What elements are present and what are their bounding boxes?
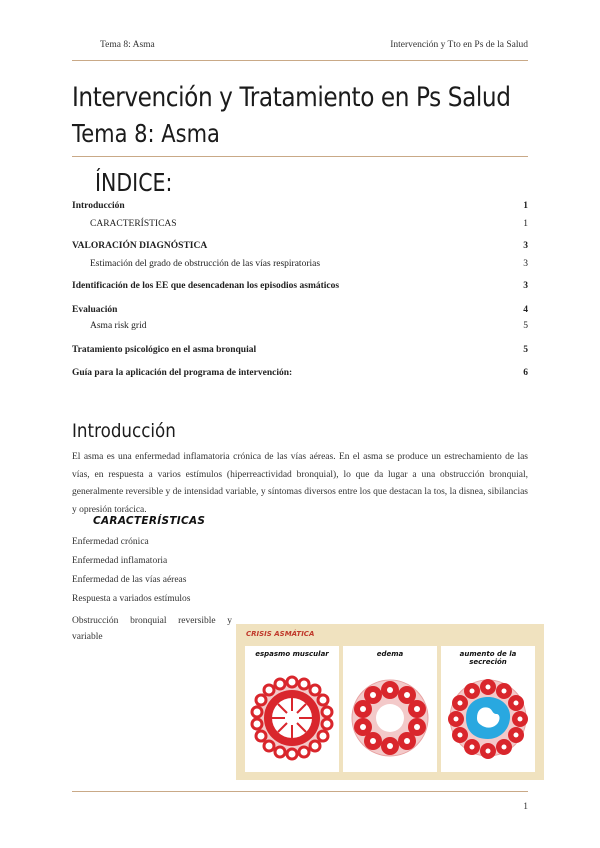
- toc-entry-label: VALORACIÓN DIAGNÓSTICA: [72, 241, 208, 251]
- toc-entry-label: Evaluación: [72, 305, 118, 315]
- toc-entry-page: 3: [523, 259, 528, 269]
- toc-entry[interactable]: [72, 305, 528, 315]
- toc-entry[interactable]: [72, 321, 528, 331]
- title-rule: [72, 156, 528, 157]
- characteristic-item: Enfermedad de las vías aéreas: [72, 575, 187, 585]
- panel-secretion: [441, 646, 535, 772]
- page-number: 1: [523, 802, 528, 812]
- toc-entry-page: 5: [523, 345, 528, 355]
- toc-entry-label: Asma risk grid: [90, 321, 147, 331]
- panel-edema: [343, 646, 437, 772]
- toc-entry-label: Introducción: [72, 201, 125, 211]
- characteristic-item: Enfermedad inflamatoria: [72, 556, 168, 566]
- edema-illustration: [343, 664, 437, 772]
- header-rule: [72, 60, 528, 61]
- muscle-spasm-illustration: [245, 664, 339, 772]
- header-right: Intervención y Tto en Ps de la Salud: [390, 40, 528, 50]
- asthma-crisis-figure: [236, 624, 544, 780]
- document-subtitle: Tema 8: Asma: [72, 119, 220, 148]
- toc-entry[interactable]: [72, 201, 528, 211]
- panel-label: edema: [376, 650, 404, 658]
- toc-entry-page: 3: [523, 241, 528, 251]
- toc-entry[interactable]: [72, 345, 528, 355]
- characteristic-item: Respuesta a variados estímulos: [72, 594, 191, 604]
- characteristic-item: Obstrucción bronquial reversible y variable: [72, 616, 232, 642]
- figure-title: CRISIS ASMÁTICA: [246, 630, 315, 638]
- panel-label: espasmo muscular: [255, 650, 329, 658]
- toc-entry-page: 1: [523, 201, 528, 211]
- panel-label: aumento de la secreción: [459, 650, 517, 666]
- header-left: Tema 8: Asma: [100, 40, 155, 50]
- intro-heading: Introducción: [72, 420, 176, 442]
- panel-muscle-spasm: [245, 646, 339, 772]
- toc-heading: ÍNDICE:: [95, 168, 173, 197]
- toc-entry-page: 6: [523, 368, 528, 378]
- toc-entry[interactable]: [72, 281, 528, 291]
- characteristic-item: Enfermedad crónica: [72, 537, 149, 547]
- toc-entry-page: 4: [523, 305, 528, 315]
- toc-entry-label: Guía para la aplicación del programa de intervención:: [72, 368, 293, 378]
- toc-entry-label: Identificación de los EE que desencadenan los episodios asmáticos: [72, 281, 340, 291]
- toc-entry-page: 3: [523, 281, 528, 291]
- toc-entry[interactable]: [72, 219, 528, 229]
- toc-entry-label: CARACTERÍSTICAS: [90, 219, 177, 229]
- toc-entry[interactable]: [72, 241, 528, 251]
- toc-entry[interactable]: [72, 259, 528, 269]
- toc-entry[interactable]: [72, 368, 528, 378]
- footer-rule: [72, 791, 528, 792]
- toc-entry-label: Tratamiento psicológico en el asma bronquial: [72, 345, 257, 355]
- toc-entry-label: Estimación del grado de obstrucción de las vías respiratorias: [90, 259, 321, 269]
- characteristics-heading: CARACTERÍSTICAS: [93, 515, 206, 527]
- secretion-illustration: [441, 664, 535, 772]
- toc-entry-page: 1: [523, 219, 528, 229]
- document-title: Intervención y Tratamiento en Ps Salud: [72, 82, 511, 113]
- toc-entry-page: 5: [523, 321, 528, 331]
- intro-paragraph: El asma es una enfermedad inflamatoria crónica de las vías aéreas. En el asma se produce un estrechamiento de las vías, en respuesta a varios estímulos (hiperreactividad bronquial), lo que da lugar a una obstrucción bronquial, generalmente reversible y de intensidad variable, y síntomas diversos entre los que destacan la tos, la disnea, sibilancias y opresión torácica.: [72, 452, 528, 515]
